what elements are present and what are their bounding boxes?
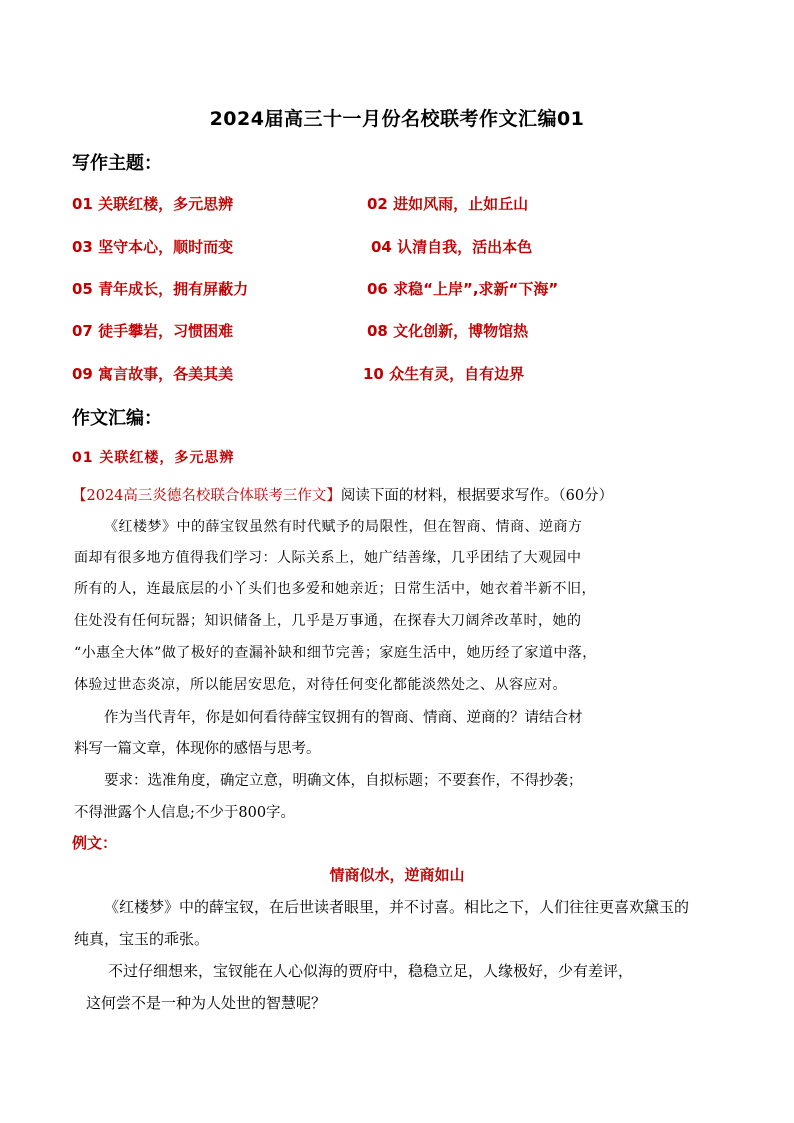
essay-line: 不过仔细想来，宝钗能在人心似海的贾府中，稳稳立足，人缘极好，少有差评，: [108, 962, 634, 980]
requirement-line: 不得泄露个人信息;不少于800字。: [74, 805, 296, 821]
document-title: 2024届高三十一月份名校联考作文汇编01: [209, 108, 585, 130]
prompt-source: 【2024高三炎德名校联合体联考三作文】: [72, 488, 341, 504]
material-line: 住处没有任何玩器；知识储备上，几乎是万事通，在探春大刀阔斧改革时，她的: [74, 613, 582, 629]
topic-item: 10 众生有灵，自有边界: [363, 365, 525, 383]
topic-item: 01 关联红楼，多元思辨: [72, 195, 234, 213]
topic-item: 04 认清自我，活出本色: [371, 238, 533, 256]
topics-heading: 写作主题：: [72, 153, 162, 174]
material-line: “小惠全大体”做了极好的查漏补缺和细节完善；家庭生活中，她历经了家道中落，: [74, 645, 597, 661]
topic-item: 02 进如风雨，止如丘山: [367, 195, 529, 213]
essay-line: 纯真，宝玉的乖张。: [74, 930, 210, 948]
topic-item: 07 徒手攀岩，习惯困难: [72, 322, 234, 340]
topic-item: 05 青年成长，拥有屏蔽力: [72, 280, 249, 298]
topic-item: 08 文化创新，博物馆热: [367, 322, 529, 340]
task-line: 作为当代青年，你是如何看待薛宝钗拥有的智商、情商、逆商的？请结合材: [104, 710, 583, 726]
topic-item: 09 寓言故事，各美其美: [72, 365, 234, 383]
material-line: 体验过世态炎凉，所以能居安思危，对待任何变化都能淡然处之、从容应对。: [74, 677, 567, 693]
compilation-heading: 作文汇编：: [72, 408, 162, 429]
topic-item: 03 坚守本心，顺时而变: [72, 238, 234, 256]
essay-title: 情商似水，逆商如山: [329, 866, 465, 884]
material-line: 《红楼梦》中的薛宝钗虽然有时代赋予的局限性，但在智商、情商、逆商方: [104, 519, 583, 535]
topic-item: 06 求稳“上岸”,求新“下海”: [367, 280, 559, 298]
material-line: 所有的人，连最底层的小丫头们也多爱和她亲近；日常生活中，她衣着半新不旧，: [74, 581, 596, 597]
essay-line: 这何尝不是一种为人处世的智慧呢？: [86, 994, 327, 1012]
example-label: 例文：: [72, 834, 118, 852]
essay-line: 《红楼梦》中的薛宝钗，在后世读者眼里，并不讨喜。相比之下，人们往往更喜欢黛玉的: [104, 898, 690, 916]
section-title: 01 关联红楼，多元思辨: [72, 450, 235, 466]
task-line: 料写一篇文章，体现你的感悟与思考。: [74, 741, 321, 757]
material-line: 面却有很多地方值得我们学习：人际关系上，她广结善缘，几乎团结了大观园中: [74, 550, 582, 566]
prompt-instruction: 阅读下面的材料，根据要求写作。（60分）: [340, 488, 614, 504]
prompt-header: [72, 484, 613, 505]
requirement-line: 要求：选准角度，确定立意，明确文体，自拟标题；不要套作，不得抄袭；: [104, 773, 583, 789]
